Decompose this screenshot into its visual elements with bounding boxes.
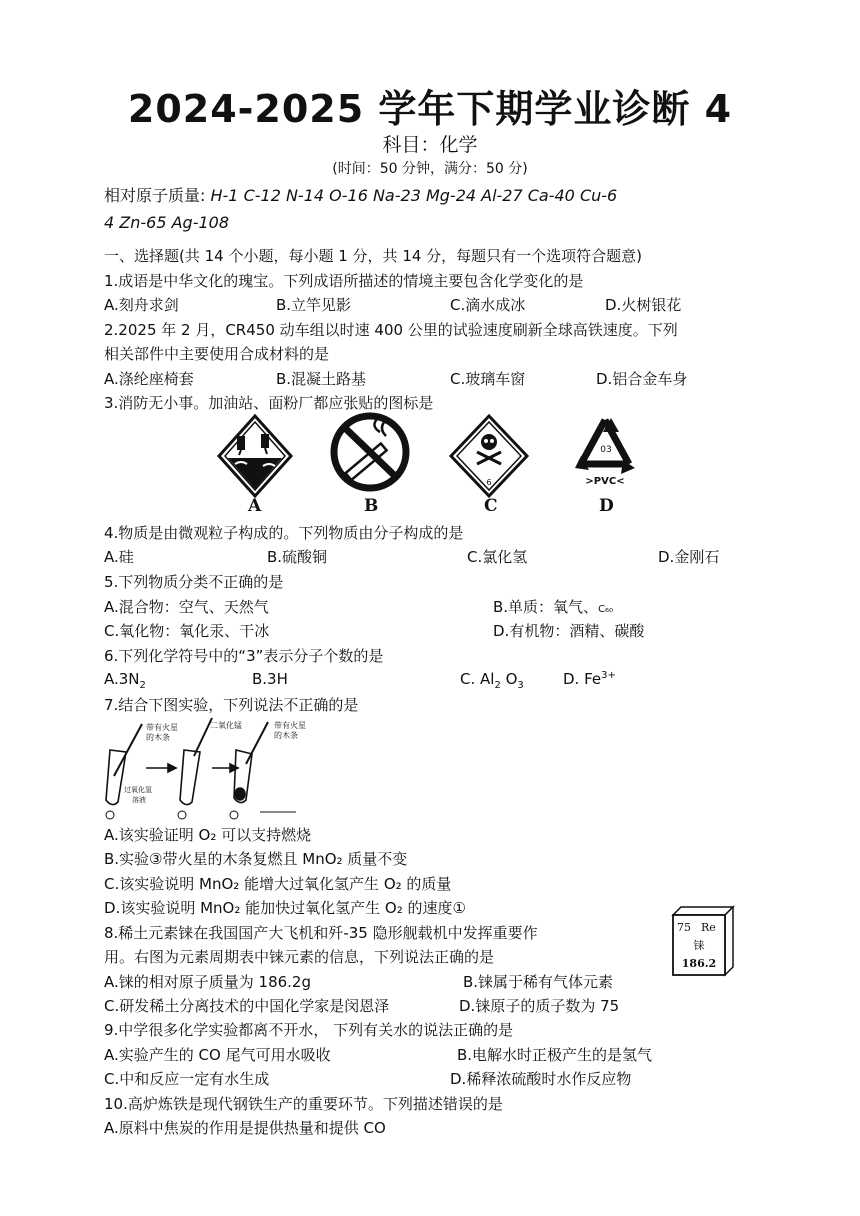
q2-option-b: B.混凝土路基 xyxy=(276,370,367,388)
q6-a-sub: 2 xyxy=(139,680,146,691)
q2-stem-1: 2.2025 年 2 月，CR450 动车组以时速 400 公里的试验速度刷新全球高铁速度。下列 xyxy=(104,321,678,339)
recycling-number: 03 xyxy=(600,445,612,455)
q8-option-b: B.铼属于稀有气体元素 xyxy=(463,973,614,991)
q6-c-sub1: 2 xyxy=(494,680,501,691)
q6-option-b: B.3H xyxy=(252,670,288,688)
q3-label-d: D xyxy=(599,496,614,516)
atomic-mass-line-2: 4 Zn-65 Ag-108 xyxy=(104,213,229,232)
test-tube-2-icon xyxy=(180,750,200,805)
fig7-label-splint-1b: 的木条 xyxy=(146,733,170,742)
q6-option-a xyxy=(104,670,146,691)
element-symbol: Re xyxy=(701,921,716,934)
q1-option-c: C.滴水成冰 xyxy=(450,296,526,314)
q2-stem-2: 相关部件中主要使用合成材料的是 xyxy=(104,345,330,363)
recycling-pvc-sign-icon xyxy=(575,418,635,487)
q6-c-main: C. Al xyxy=(460,670,495,688)
q1-option-b: B.立竿见影 xyxy=(276,296,352,314)
q8-option-a: A.铼的相对原子质量为 186.2g xyxy=(104,973,311,991)
q6-stem: 6.下列化学符号中的“3”表示分子个数的是 xyxy=(104,647,384,665)
exam-subject: 科目：化学 xyxy=(382,134,478,156)
q9-option-b: B.电解水时正极产生的是氢气 xyxy=(457,1046,653,1064)
fig7-label-splint-3: 带有火星 xyxy=(274,721,306,730)
q10-option-a: A.原料中焦炭的作用是提供热量和提供 CO xyxy=(104,1119,386,1137)
q4-option-b: B.硫酸铜 xyxy=(267,548,328,566)
q6-option-c xyxy=(460,670,524,691)
atomic-mass-line-1 xyxy=(104,183,617,206)
q3-label-c: C xyxy=(484,496,498,516)
q8-option-d: D.铼原子的质子数为 75 xyxy=(459,997,620,1015)
exam-title: 2024-2025 学年下期学业诊断 4 xyxy=(127,87,733,131)
rhenium-element-card xyxy=(667,905,735,977)
section-heading: 一、选择题(共 14 个小题，每小题 1 分，共 14 分，每题只有一个选项符合题意) xyxy=(104,247,643,265)
q2-option-a: A.涤纶座椅套 xyxy=(104,370,194,388)
q5-stem: 5.下列物质分类不正确的是 xyxy=(104,573,284,591)
q6-a-main: A.3N xyxy=(104,670,140,688)
q9-option-a: A.实验产生的 CO 尾气可用水吸收 xyxy=(104,1046,331,1064)
q1-option-d: D.火树银花 xyxy=(605,296,682,314)
q4-stem: 4.物质是由微观粒子构成的。下列物质由分子构成的是 xyxy=(104,524,464,542)
element-mass: 186.2 xyxy=(681,957,717,970)
wooden-splint-1-icon xyxy=(114,724,142,776)
q3-stem: 3.消防无小事。加油站、面粉厂都应张贴的图标是 xyxy=(104,394,434,412)
q5-option-a: A.混合物：空气、天然气 xyxy=(104,598,269,616)
q8-option-c: C.研发稀土分离技术的中国化学家是闵恩泽 xyxy=(104,997,390,1015)
q5-option-b-c60: C₆₀ xyxy=(598,604,614,615)
q8-stem-2: 用。右图为元素周期表中铼元素的信息，下列说法正确的是 xyxy=(104,948,495,966)
q5-option-b xyxy=(493,596,613,617)
q7-experiment-figure xyxy=(100,716,340,822)
q9-option-d: D.稀释浓硫酸时水作反应物 xyxy=(450,1070,632,1088)
wooden-splint-3-icon xyxy=(246,722,268,764)
fig7-label-h2o2: 过氧化氢 xyxy=(124,786,152,794)
q6-d-sup: 3+ xyxy=(601,670,616,681)
q10-stem: 10.高炉炼铁是现代钢铁生产的重要环节。下列描述错误的是 xyxy=(104,1095,503,1113)
q5-option-b-text: B.单质：氧气、 xyxy=(493,598,599,616)
atomic-mass-values-1: H-1 C-12 N-14 O-16 Na-23 Mg-24 Al-27 Ca-40 Cu-6 xyxy=(210,186,618,205)
q3-label-b: B xyxy=(364,496,379,516)
q7-option-b: B.实验③带火星的木条复燃且 MnO₂ 质量不变 xyxy=(104,850,408,868)
fig7-label-splint-1: 带有火星 xyxy=(146,723,178,732)
element-name: 铼 xyxy=(693,939,705,952)
q5-option-c: C.氧化物：氧化汞、干冰 xyxy=(104,622,270,640)
toxic-sign-icon xyxy=(451,416,527,496)
q9-stem: 9.中学很多化学实验都离不开水， 下列有关水的说法正确的是 xyxy=(104,1021,514,1039)
fig7-label-h2o2b: 溶液 xyxy=(132,796,146,804)
element-number: 75 xyxy=(677,921,691,934)
q9-option-c: C.中和反应一定有水生成 xyxy=(104,1070,270,1088)
q3-label-a: A xyxy=(248,496,262,516)
q6-c-sub2: 3 xyxy=(517,680,524,691)
fig7-label-splint-3b: 的木条 xyxy=(274,731,298,740)
toxic-sign-number: 6 xyxy=(486,478,492,487)
q7-stem: 7.结合下图实验，下列说法不正确的是 xyxy=(104,696,359,714)
q2-option-d: D.铝合金车身 xyxy=(596,370,688,388)
corrosive-sign-icon xyxy=(219,416,291,496)
q7-option-d: D.该实验说明 MnO₂ 能加快过氧化氢产生 O₂ 的速度① xyxy=(104,899,466,917)
q1-option-a: A.刻舟求剑 xyxy=(104,296,179,314)
q6-c-mid: O xyxy=(500,670,518,688)
q8-stem-1: 8.稀土元素铼在我国国产大飞机和歼-35 隐形舰载机中发挥重要作 xyxy=(104,924,538,942)
q5-option-d: D.有机物：酒精、碳酸 xyxy=(493,622,645,640)
q4-option-c: C.氯化氢 xyxy=(467,548,528,566)
q4-option-d: D.金刚石 xyxy=(658,548,720,566)
recycling-code: >PVC< xyxy=(585,476,625,487)
q7-option-c: C.该实验说明 MnO₂ 能增大过氧化氢产生 O₂ 的质量 xyxy=(104,875,452,893)
q3-hazard-signs-figure xyxy=(215,412,665,516)
q7-option-a: A.该实验证明 O₂ 可以支持燃烧 xyxy=(104,826,312,844)
q1-stem: 1.成语是中华文化的瑰宝。下列成语所描述的情境主要包含化学变化的是 xyxy=(104,272,584,290)
q4-option-a: A.硅 xyxy=(104,548,134,566)
fig7-label-mno2: 二氧化锰 xyxy=(210,721,242,730)
q2-option-c: C.玻璃车窗 xyxy=(450,370,526,388)
no-smoking-sign-icon xyxy=(334,416,406,488)
q6-option-d xyxy=(563,670,616,688)
exam-time-info: (时间：50 分钟，满分：50 分) xyxy=(332,161,528,177)
atomic-mass-label: 相对原子质量: xyxy=(104,186,206,205)
q6-d-main: D. Fe xyxy=(563,670,602,688)
